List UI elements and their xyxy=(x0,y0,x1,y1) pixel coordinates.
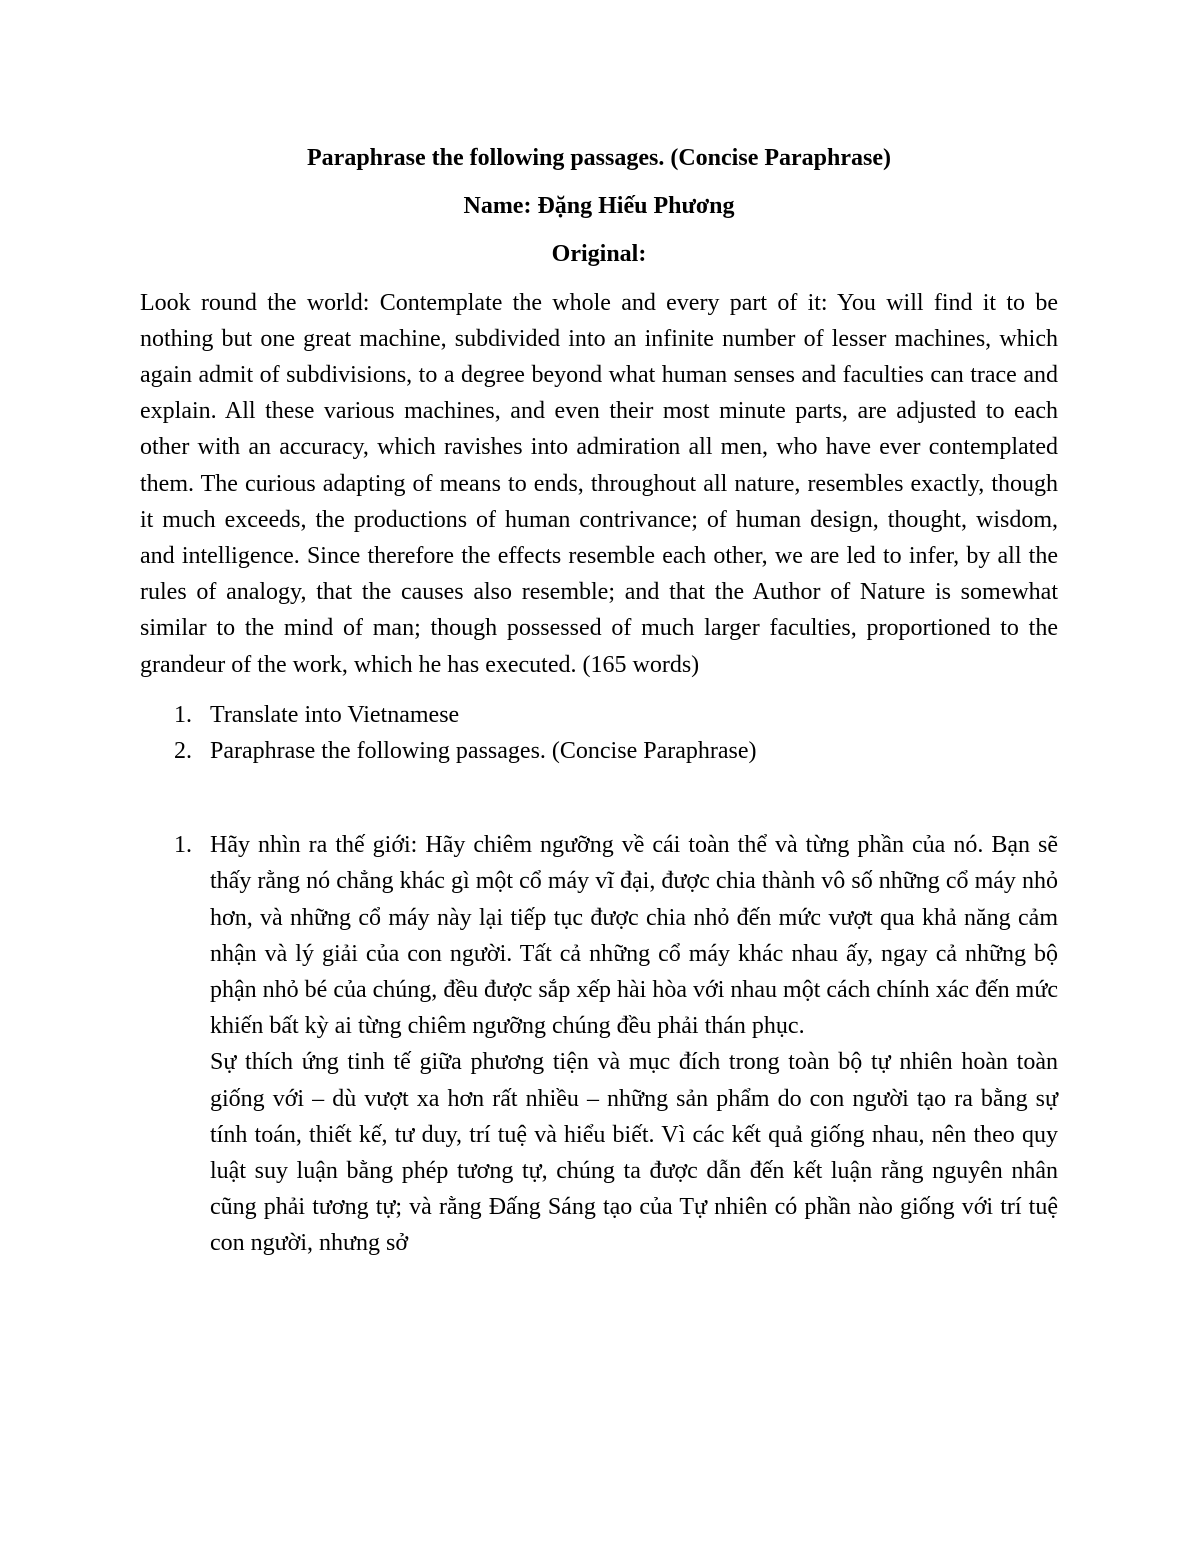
translation-paragraph-2: Sự thích ứng tinh tế giữa phương tiện và mục đích trong toàn bộ tự nhiên hoàn toàn giống với – dù vượt xa hơn rất nhiều – những sản phẩm do con người tạo ra bằng sự tính toán, thiết kế, tư duy, trí tuệ và hiểu biết. Vì các kết quả giống nhau, nên theo quy luật suy luận bằng phép tương tự, chúng ta được dẫn đến kết luận rằng nguyên nhân cũng phải tương tự; và rằng Đấng Sáng tạo của Tự nhiên có phần nào giống với trí tuệ con người, nhưng sở xyxy=(210,1049,1058,1257)
task-number: 1. xyxy=(174,701,192,728)
document-title: Paraphrase the following passages. (Concise Paraphrase) xyxy=(307,145,891,171)
author-name: Đặng Hiếu Phương xyxy=(537,193,735,220)
answer-number: 1. xyxy=(174,832,192,859)
task-list xyxy=(140,697,1058,769)
answer-list xyxy=(140,827,1058,1261)
task-number: 2. xyxy=(174,738,192,765)
translation-paragraph-1: Hãy nhìn ra thế giới: Hãy chiêm ngưỡng về cái toàn thể và từng phần của nó. Bạn sẽ thấy rằng nó chẳng khác gì một cổ máy vĩ đại, được chia thành vô số những cổ máy nhỏ hơn, và những cổ máy này lại tiếp tục được chia nhỏ đến mức vượt qua khả năng cảm nhận và lý giải của con người. Tất cả những cổ máy khác nhau ấy, ngay cả những bộ phận nhỏ bé của chúng, đều được sắp xếp hài hòa với nhau một cách chính xác đến mức khiến bất kỳ ai từng chiêm ngưỡng chúng đều phải thán phục. xyxy=(210,832,1058,1040)
task-text: Paraphrase the following passages. (Concise Paraphrase) xyxy=(210,738,757,765)
name-label: Name: xyxy=(463,193,532,220)
author-line xyxy=(140,188,1058,224)
document-page xyxy=(140,140,1058,1262)
original-heading: Original: xyxy=(551,241,647,268)
list-item xyxy=(140,827,1058,1261)
list-item xyxy=(140,697,1058,733)
list-item xyxy=(140,733,1058,769)
task-text: Translate into Vietnamese xyxy=(210,701,460,728)
original-passage: Look round the world: Contemplate the whole and every part of it: You will find it to be nothing but one great machine, subdivided into an infinite number of lesser machines, which again admit of subdivisions, to a degree beyond what human senses and faculties can trace and explain. All these various machines, and even their most minute parts, are adjusted to each other with an accuracy, which ravishes into admiration all men, who have ever contemplated them. The curious adapting of means to ends, throughout all nature, resembles exactly, though it much exceeds, the productions of human contrivance; of human design, thought, wisdom, and intelligence. Since therefore the effects resemble each other, we are led to infer, by all the rules of analogy, that the causes also resemble; and that the Author of Nature is somewhat similar to the mind of man; though possessed of much larger faculties, proportioned to the grandeur of the work, which he has executed. (165 words) xyxy=(140,289,1058,678)
